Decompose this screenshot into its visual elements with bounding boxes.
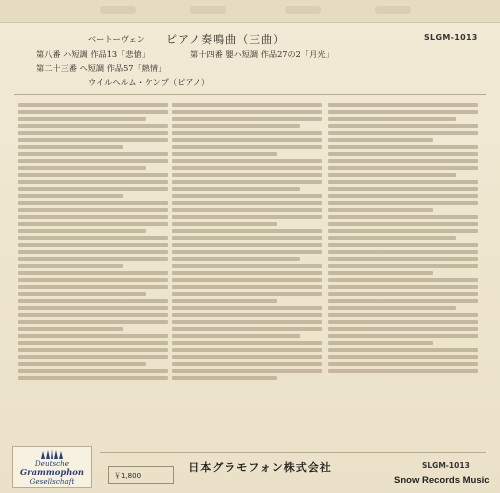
work-pathetique: 第八番 ハ短調 作品13「悲愴」: [36, 49, 150, 59]
performer-name: ウイルヘルム・ケンプ（ピアノ）: [88, 77, 210, 87]
work-appassionata: 第二十三番 ヘ短調 作品57「熱情」: [36, 63, 167, 73]
top-mark: [190, 6, 226, 14]
top-mark: [375, 6, 411, 14]
deutsche-grammophon-logo: [12, 446, 92, 488]
logo-line-2: Grammophon: [20, 467, 84, 477]
composer-name: ベートーヴェン: [88, 34, 145, 44]
catalog-number: SLGM-1013: [424, 33, 478, 42]
liner-notes-column-2: [172, 100, 322, 445]
liner-notes-column-1: [18, 100, 168, 445]
album-title: ピアノ奏鳴曲（三曲）: [166, 33, 286, 46]
top-mark: [100, 6, 136, 14]
logo-line-1: Deutsche: [34, 459, 70, 468]
price: ￥1,800: [114, 472, 142, 480]
top-band: [0, 0, 500, 23]
liner-notes-column-3: [328, 100, 478, 430]
top-mark: [285, 6, 321, 14]
footer-divider: [100, 452, 486, 453]
watermark: Snow Records Music: [394, 475, 490, 486]
publisher-name: 日本グラモフォン株式会社: [188, 461, 332, 474]
catalog-number-bottom: SLGM-1013: [422, 461, 470, 470]
work-moonlight: 第十四番 嬰ハ短調 作品27の2「月光」: [190, 49, 334, 59]
logo-line-3: Gesellschaft: [29, 477, 75, 486]
divider: [14, 94, 486, 95]
